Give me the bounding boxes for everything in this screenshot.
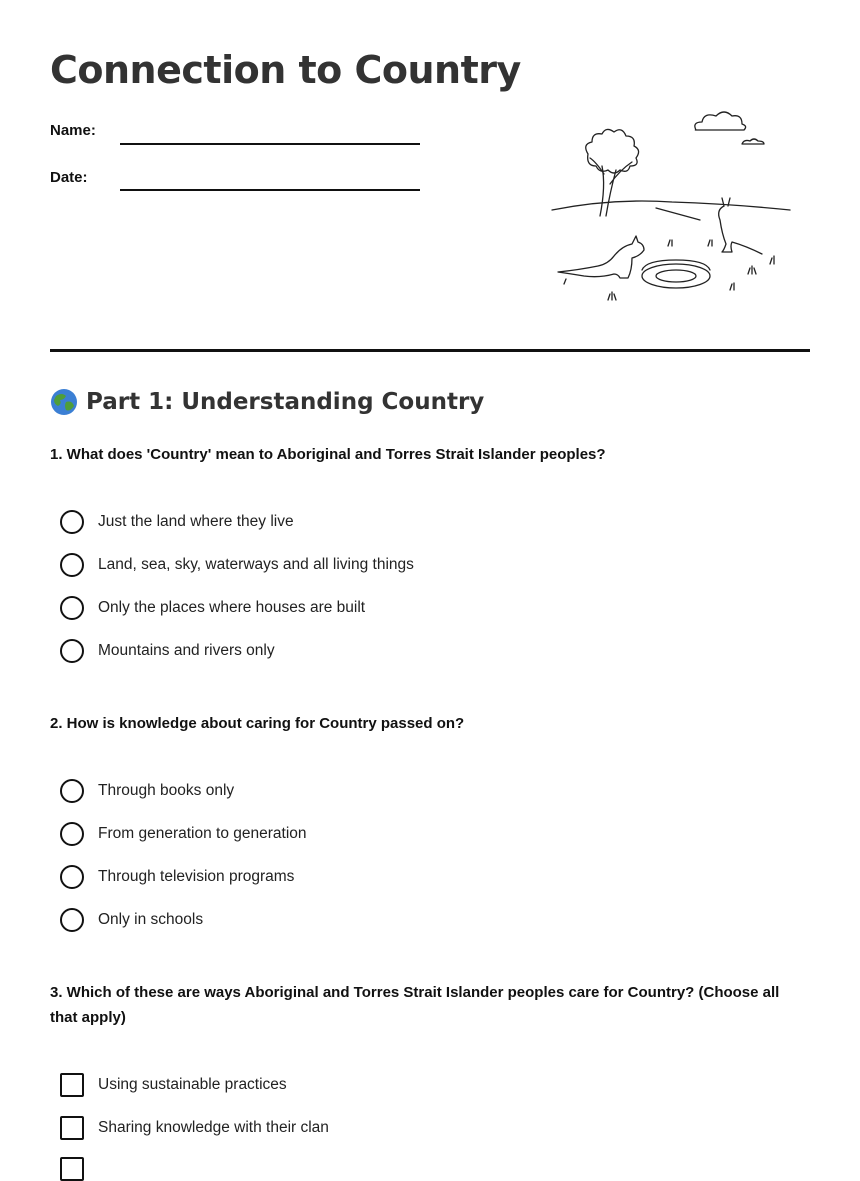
name-label: Name: [50,122,96,139]
option-label: Sharing knowledge with their clan [98,1119,329,1136]
option-label: From generation to generation [98,825,307,842]
globe-icon [50,388,78,416]
option-label: Through television programs [98,868,295,885]
question-1: 1. What does 'Country' mean to Aboriginal and Torres Strait Islander peoples? [50,446,606,463]
section-title-part-1 [50,388,484,416]
option-label: Using sustainable practices [98,1076,287,1093]
checkbox[interactable] [60,1116,84,1140]
name-field[interactable] [120,143,420,145]
question-3: 3. Which of these are ways Aboriginal and Torres Strait Islander peoples care for Country? (Choose all that apply) [50,984,780,1026]
checkbox[interactable] [60,1073,84,1097]
option-label: Land, sea, sky, waterways and all living things [98,556,414,573]
section-title-text: Part 1: Understanding Country [86,389,485,415]
q3-option-2[interactable] [60,1116,329,1140]
radio-button[interactable] [60,596,84,620]
q2-option-1[interactable] [60,779,234,803]
date-label: Date: [50,169,88,186]
page-title: Connection to Country [50,48,521,92]
q1-option-4[interactable] [60,639,275,663]
radio-button[interactable] [60,639,84,663]
question-2: 2. How is knowledge about caring for Country passed on? [50,715,465,732]
q2-option-3[interactable] [60,865,294,889]
header-divider [50,349,810,352]
option-label: Mountains and rivers only [98,642,275,659]
option-label: Through books only [98,782,235,799]
outback-landscape-with-kangaroos-icon [548,104,798,304]
q1-option-1[interactable] [60,510,294,534]
option-label: Just the land where they live [98,513,294,530]
q2-option-4[interactable] [60,908,203,932]
radio-button[interactable] [60,865,84,889]
q2-option-2[interactable] [60,822,307,846]
radio-button[interactable] [60,553,84,577]
option-label: Only the places where houses are built [98,599,366,616]
q1-option-2[interactable] [60,553,414,577]
option-label: Only in schools [98,911,204,928]
date-field[interactable] [120,189,420,191]
radio-button[interactable] [60,510,84,534]
radio-button[interactable] [60,779,84,803]
radio-button[interactable] [60,822,84,846]
q3-option-1[interactable] [60,1073,287,1097]
q1-option-3[interactable] [60,596,365,620]
radio-button[interactable] [60,908,84,932]
